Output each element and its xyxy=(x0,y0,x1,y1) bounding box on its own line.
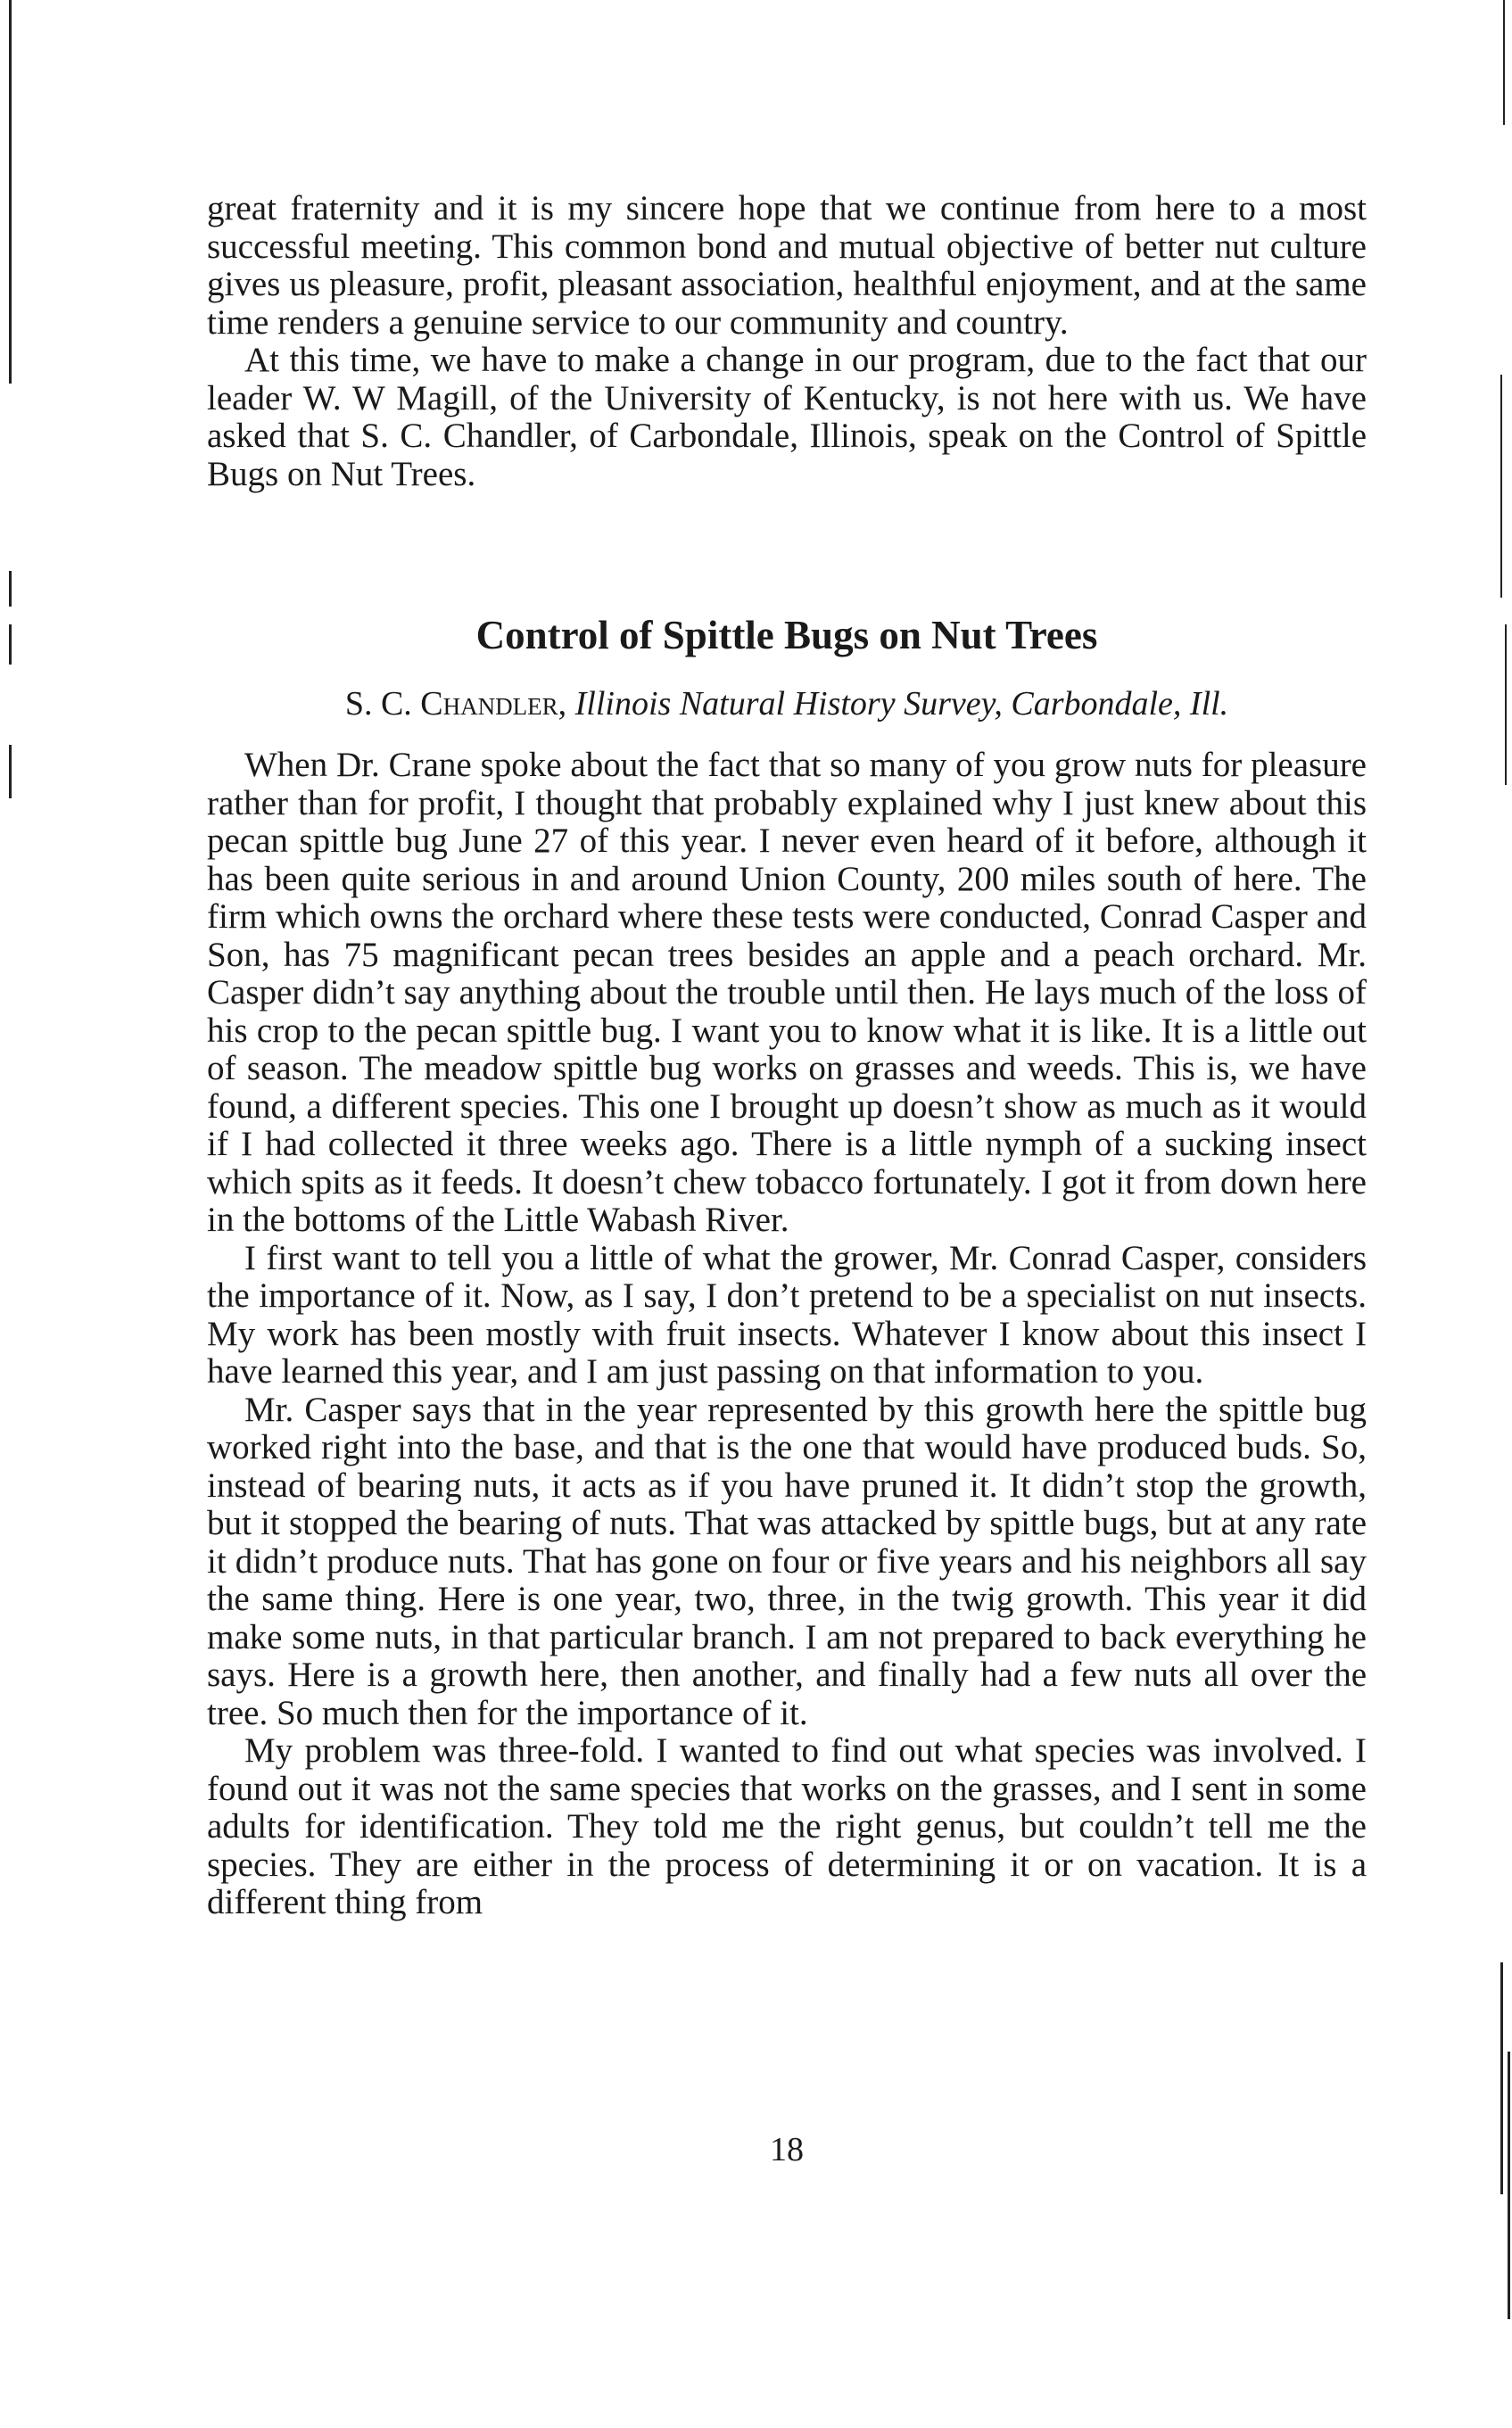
intro-text xyxy=(207,190,1367,493)
body-paragraph: When Dr. Crane spoke about the fact that so many of you grow nuts for pleasure rather than for profit, I thought that probably explained why I just knew about this pecan spittle bug June 27 of this year. I never even heard of it before, although it has been quite serious in and around Union County, 200 miles south of here. The firm which owns the orchard where these tests were conducted, Conrad Casper and Son, has 75 magnificant pecan trees besides an apple and a peach orchard. Mr. Casper didn’t say anything about the trouble until then. He lays much of the loss of his crop to the pecan spittle bug. I want you to know what it is like. It is a little out of season. The meadow spittle bug works on grasses and weeds. This is, we have found, a different species. This one I brought up doesn’t show as much as it would if I had collected it three weeks ago. There is a little nymph of a sucking insect which spits as it feeds. It doesn’t chew tobacco fortunately. I got it from down here in the bottoms of the Little Wabash River. xyxy=(207,746,1367,1239)
body-paragraph: My problem was three-fold. I wanted to find out what species was involved. I found out it was not the same species that works on the grasses, and I sent in some adults for identification. They told me the right genus, but couldn’t tell me the species. They are either in the process of determining it or on vacation. It is a different thing from xyxy=(207,1731,1367,1921)
article-body xyxy=(207,747,1367,1922)
margin-mark-right-2 xyxy=(1500,375,1502,598)
margin-mark-left-mid-1 xyxy=(9,571,12,607)
margin-mark-right-5 xyxy=(1508,2052,1510,2319)
body-paragraph: Mr. Casper says that in the year represented by this growth here the spittle bug worked right into the base, and that is the one that would have produced buds. So, instead of bearing nuts, it acts as if you have pruned it. It didn’t stop the growth, but it stopped the bearing of nuts. That was attacked by spittle bugs, but at any rate it didn’t produce nuts. That has gone on four or five years and his neighbors all say the same thing. Here is one year, two, three, in the twig growth. This year it did make some nuts, in that particular branch. I am not prepared to back everything he says. Here is a growth here, then another, and finally had a few nuts all over the tree. So much then for the importance of it. xyxy=(207,1390,1367,1732)
author-affiliation: Illinois Natural History Survey, Carbondale, Ill. xyxy=(574,685,1229,723)
margin-mark-left-mid-2 xyxy=(9,624,12,665)
article-byline xyxy=(207,683,1367,724)
margin-mark-right-4 xyxy=(1500,1962,1503,2194)
intro-paragraph: great fraternity and it is my sincere hope that we continue from here to a most successful meeting. This common bond and mutual objective of better nut culture gives us pleasure, profit, pleasant association, healthful enjoyment, and at the same time renders a genuine service to our community and country. xyxy=(207,189,1367,342)
margin-mark-left-top xyxy=(9,0,12,384)
intro-paragraph: At this time, we have to make a change in our program, due to the fact that our leader W. W Magill, of the University of Kentucky, is not here with us. We have asked that S. C. Chandler, of Carbondale, Illinois, speak on the Control of Spittle Bugs on Nut Trees. xyxy=(207,341,1367,493)
page-number: 18 xyxy=(770,2131,804,2168)
margin-mark-right-1 xyxy=(1503,0,1505,125)
author-name: S. C. Chandler, xyxy=(344,685,567,723)
body-paragraph: I first want to tell you a little of what the grower, Mr. Conrad Casper, considers the importance of it. Now, as I say, I don’t pretend to be a specialist on nut insects. My work has been mostly with fruit insects. Whatever I know about this insect I have learned this year, and I am just passing on that information to you. xyxy=(207,1238,1367,1391)
margin-mark-right-3 xyxy=(1505,624,1507,785)
margin-mark-left-mid-3 xyxy=(9,745,12,798)
article-title: Control of Spittle Bugs on Nut Trees xyxy=(475,613,1098,657)
